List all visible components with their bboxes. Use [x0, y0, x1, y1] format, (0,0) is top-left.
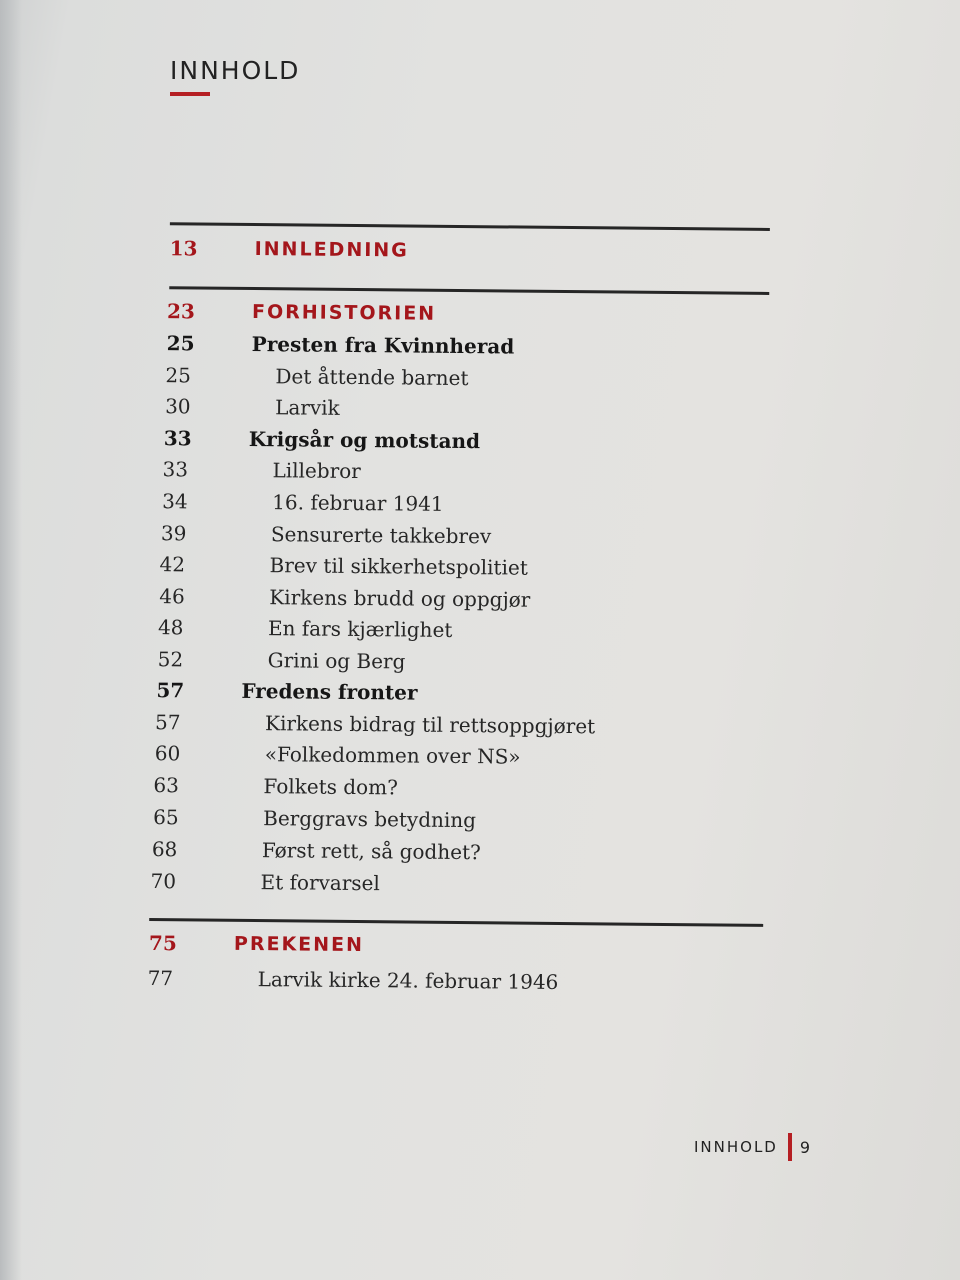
toc-title: «Folkedommen over NS» — [264, 742, 521, 769]
toc-page-number: 68 — [151, 837, 178, 862]
toc-page-number: 65 — [153, 805, 179, 830]
toc-title: Brev til sikkerhetspolitiet — [269, 553, 528, 580]
toc-title: Larvik — [275, 395, 340, 420]
toc-title: INNLEDNING — [254, 238, 409, 262]
toc-title: Kirkens brudd og oppgjør — [269, 585, 531, 612]
toc-title: Et forvarsel — [260, 870, 380, 896]
toc-page-number: 60 — [154, 741, 181, 766]
toc-title: Det åttende barnet — [275, 364, 469, 391]
toc-page-number: 13 — [169, 236, 198, 261]
table-of-contents — [142, 212, 790, 1048]
section-rule — [169, 286, 769, 295]
toc-page-number: 33 — [162, 457, 189, 482]
section-rule — [149, 918, 763, 927]
toc-section — [169, 232, 769, 270]
section-rule — [170, 222, 770, 231]
toc-page-number: 23 — [166, 299, 196, 324]
page-edge-shadow — [0, 0, 22, 1280]
toc-page-number: 25 — [165, 363, 192, 388]
toc-title: Sensurerte takkebrev — [270, 522, 492, 549]
toc-page-number: 34 — [162, 489, 188, 514]
toc-page-number: 30 — [165, 394, 191, 419]
toc-page-number: 33 — [163, 426, 192, 451]
toc-page-number: 52 — [157, 647, 184, 672]
toc-title: 16. februar 1941 — [272, 490, 444, 516]
page-number: 9 — [799, 1137, 811, 1157]
toc-page-number: 39 — [160, 521, 187, 546]
toc-title: Berggravs betydning — [263, 806, 477, 833]
toc-title: PREKENEN — [233, 932, 365, 957]
toc-title: Folkets dom? — [263, 774, 398, 800]
toc-entry — [150, 865, 750, 903]
toc-title: Grini og Berg — [267, 648, 406, 674]
toc-title: Kirkens bidrag til rettsoppgjøret — [264, 711, 596, 739]
toc-title: FORHISTORIEN — [251, 300, 437, 325]
toc-title: En fars kjærlighet — [267, 616, 453, 642]
toc-page-number: 70 — [150, 869, 177, 894]
toc-page-number: 46 — [159, 584, 185, 609]
toc-page-number: 57 — [156, 678, 185, 703]
toc-page-number: 77 — [147, 966, 174, 991]
toc-title: Krigsår og motstand — [248, 426, 481, 454]
toc-page-number: 75 — [148, 931, 177, 956]
toc-title: Lillebror — [272, 458, 361, 484]
toc-title: Presten fra Kvinnherad — [251, 331, 515, 359]
toc-entry — [147, 962, 747, 1000]
toc-page-number: 42 — [159, 552, 186, 577]
toc-page-number: 57 — [154, 710, 181, 735]
toc-page-number: 63 — [153, 773, 180, 798]
toc-title: Fredens fronter — [241, 678, 418, 705]
footer-divider — [788, 1133, 792, 1161]
running-footer — [694, 1132, 810, 1162]
toc-title: Først rett, så godhet? — [261, 838, 481, 865]
footer-label: INNHOLD — [694, 1138, 778, 1156]
toc-page-number: 25 — [166, 331, 195, 356]
toc-section — [149, 927, 749, 965]
toc-title: Larvik kirke 24. februar 1946 — [257, 967, 559, 994]
title-underline — [170, 92, 210, 96]
page-title: INNHOLD — [170, 56, 301, 85]
toc-page-number: 48 — [157, 615, 184, 640]
